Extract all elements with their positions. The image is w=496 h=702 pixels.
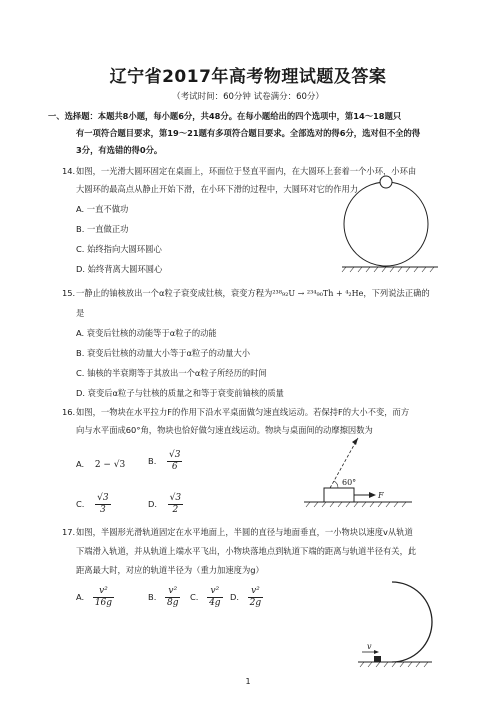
q17-option-d-denominator: 2g	[249, 598, 262, 608]
q17-option-b-numerator: v²	[165, 586, 181, 598]
q17-option-d	[230, 586, 263, 609]
horizontal-force-arrowhead	[369, 492, 376, 498]
velocity-arrowhead	[374, 650, 379, 654]
q17-option-c	[190, 586, 223, 609]
q17-option-c-numerator: v²	[207, 586, 223, 598]
desk-hatching	[306, 502, 406, 507]
section-instructions-line1: 一、选择题：本题共8小题，每小题6分，共48分。在每小题给出的四个选项中，第14～18题只	[48, 111, 402, 121]
q16-text-line1: 如图，一物块在水平拉力F的作用下沿水平桌面做匀速直线运动。若保持F的大小不变，而方	[76, 407, 410, 417]
q15-option-a: A. 衰变后钍核的动能等于α粒子的动能	[76, 328, 217, 338]
page-title: 辽宁省2017年高考物理试题及答案	[109, 67, 387, 87]
angle-label: 60°	[342, 478, 357, 487]
q16-option-b	[148, 450, 182, 473]
section-instructions-line3: 3分，有选错的得0分。	[76, 145, 163, 155]
q17-option-b	[148, 586, 180, 609]
q16-option-b-fraction	[167, 450, 182, 473]
q17-text-line2: 下端滑入轨道，并从轨道上端水平飞出，小物块落地点到轨道下端的距离与轨道半径有关，此	[76, 546, 417, 556]
q17-option-d-fraction	[248, 586, 264, 609]
q17-option-a-numerator: v²	[93, 586, 114, 598]
q16-option-a-value: 2 − √3	[94, 460, 126, 470]
angle-arc	[334, 481, 338, 488]
dashed-force-arrowhead	[352, 438, 358, 445]
q15-text-post: ，下列说法正确的	[363, 288, 430, 298]
q16-option-d	[148, 493, 183, 516]
velocity-label: v	[367, 642, 372, 651]
semicircle-track	[392, 582, 432, 662]
force-label: F	[378, 491, 384, 500]
q14-option-b: B. 一直做正功	[76, 224, 129, 234]
q17-option-d-numerator: v²	[248, 586, 264, 598]
table-hatching	[342, 267, 434, 272]
q14-option-c: C. 始终指向大圆环圆心	[76, 244, 162, 254]
q17-option-b-denominator: 8g	[166, 598, 179, 608]
block	[324, 488, 354, 502]
q17-text-line1: 如图，半圆形光滑轨道固定在水平地面上，半圆的直径与地面垂直，一小物块以速度v从轨道	[76, 527, 413, 537]
q16-option-c-numerator: √3	[97, 493, 109, 503]
q16-number: 16.	[62, 407, 76, 417]
section-instructions-line2: 有一项符合题目要求，第19～21题有多项符合题目要求。全部选对的得6分，选对但不全的得	[76, 128, 421, 138]
q16-block-figure	[302, 432, 422, 512]
q17-track-figure	[358, 574, 468, 674]
page-number: 1	[245, 677, 251, 686]
q17-option-a-label: A.	[76, 592, 85, 602]
q15-text-line1	[76, 285, 461, 302]
q16-option-c-fraction	[95, 493, 110, 516]
q17-option-a	[76, 586, 114, 609]
q15-option-c: C. 铀核的半衰期等于其放出一个α粒子所经历的时间	[76, 368, 267, 378]
q16-option-a	[76, 456, 125, 474]
q17-option-a-fraction	[93, 586, 114, 609]
q17-number: 17.	[62, 527, 76, 537]
q14-text-line1: 如图，一光滑大圆环固定在桌面上，环面位于竖直平面内，在大圆环上套着一个小环，小环由	[76, 166, 417, 176]
q14-option-a: A. 一直不做功	[76, 204, 129, 214]
q16-option-c-label: C.	[76, 499, 85, 509]
q14-text-line2: 大圆环的最高点从静止开始下滑，在小环下滑的过程中，大圆环对它的作用力	[76, 184, 359, 194]
q17-option-c-label: C.	[190, 592, 199, 602]
ground-hatching	[360, 662, 428, 667]
q15-text-line2: 是	[76, 308, 85, 318]
q17-option-a-denominator: 16g	[94, 598, 113, 608]
q16-option-c	[76, 493, 111, 516]
q14-ring-figure	[340, 170, 440, 270]
q16-option-d-label: D.	[148, 499, 158, 509]
q16-option-d-denominator: 2	[172, 505, 179, 515]
exam-info: （考试时间：60分钟 试卷满分：60分）	[172, 92, 324, 102]
q16-option-b-label: B.	[148, 456, 157, 466]
q16-option-c-denominator: 3	[99, 505, 106, 515]
small-block	[374, 656, 381, 662]
q17-option-c-denominator: 4g	[209, 598, 221, 608]
q14-number: 14.	[62, 166, 76, 176]
q15-number: 15.	[62, 288, 76, 298]
q16-text-line2: 向与水平面成60°角，物块也恰好做匀速直线运动。物块与桌面间的动摩擦因数为	[76, 425, 373, 435]
q16-option-b-denominator: 6	[171, 462, 178, 472]
q16-option-d-fraction	[168, 493, 183, 516]
q15-option-b: B. 衰变后钍核的动量大小等于α粒子的动量大小	[76, 348, 251, 358]
q15-option-d: D. 衰变后α粒子与钍核的质量之和等于衰变前铀核的质量	[76, 388, 284, 398]
large-ring	[344, 182, 428, 266]
q17-option-c-fraction	[207, 586, 223, 609]
q17-option-d-label: D.	[230, 592, 240, 602]
q15-decay-equation: ²³⁸₉₂U → ²³⁴₉₀Th + ⁴₂He	[272, 289, 364, 298]
q16-option-d-numerator: √3	[169, 493, 182, 503]
q14-option-d: D. 始终背离大圆环圆心	[76, 264, 163, 274]
q17-text-line3: 距离最大时，对应的轨道半径为（重力加速度为g）	[76, 565, 264, 575]
q17-option-b-fraction	[165, 586, 181, 609]
q15-text-pre: 一静止的铀核放出一个α粒子衰变成钍核，衰变方程为	[76, 288, 273, 298]
q16-option-a-label: A.	[76, 459, 85, 469]
small-ring	[380, 176, 392, 188]
q17-option-b-label: B.	[148, 592, 157, 602]
q16-option-b-numerator: √3	[168, 450, 181, 460]
